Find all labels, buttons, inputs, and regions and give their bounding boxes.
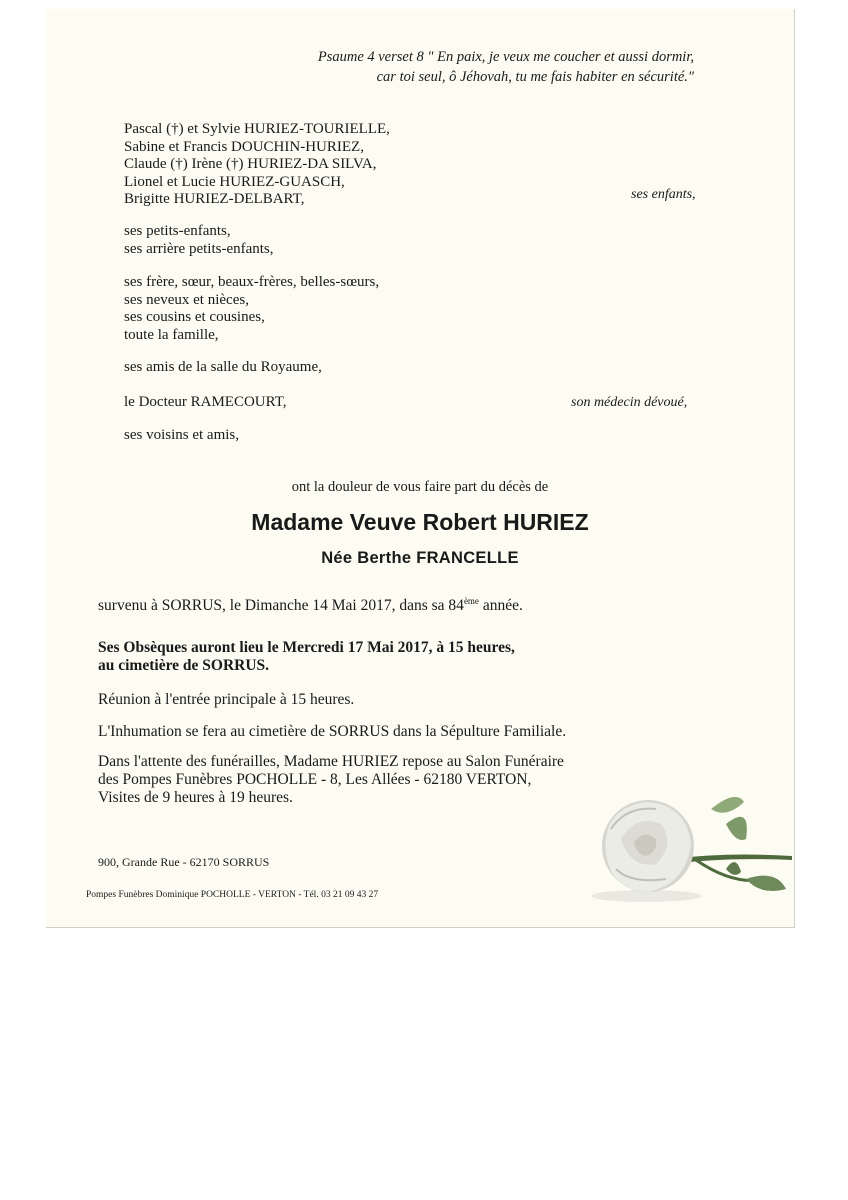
child-2: Sabine et Francis DOUCHIN-HURIEZ,	[124, 138, 364, 155]
children-role: ses enfants,	[631, 187, 696, 202]
psalm-line-1: Psaume 4 verset 8 " En paix, je veux me coucher et aussi dormir,	[317, 49, 694, 65]
grandchildren: ses petits-enfants,	[124, 223, 231, 239]
obituary-card	[46, 9, 795, 928]
child-4: Lionel et Lucie HURIEZ-GUASCH,	[124, 173, 345, 190]
family-line-2: ses neveux et nièces,	[124, 291, 249, 308]
doctor-role: son médecin dévoué,	[571, 395, 688, 410]
family-line-4: toute la famille,	[124, 326, 219, 343]
funeral-notice	[98, 639, 515, 675]
family-list	[124, 274, 379, 344]
great-grandchildren: ses arrière petits-enfants,	[124, 240, 274, 257]
death-text: survenu à SORRUS, le Dimanche 14 Mai 2017, dans sa 84	[98, 597, 464, 614]
funeral-line-2: au cimetière de SORRUS.	[98, 657, 270, 674]
repose-line-1: Dans l'attente des funérailles, Madame HURIEZ repose au Salon Funéraire	[98, 753, 564, 770]
death-text-end: année.	[478, 597, 523, 614]
doctor-name: le Docteur RAMECOURT,	[124, 394, 287, 410]
child-3: Claude (†) Irène (†) HURIEZ-DA SILVA,	[124, 156, 377, 173]
burial-notice: L'Inhumation se fera au cimetière de SORRUS dans la Sépulture Familiale.	[98, 723, 567, 740]
grandchildren-list	[124, 223, 274, 258]
children-list	[124, 121, 390, 209]
death-notice	[98, 597, 523, 615]
address: 900, Grande Rue - 62170 SORRUS	[98, 855, 270, 869]
psalm-quote	[318, 47, 694, 87]
deceased-birth-name: Née Berthe FRANCELLE	[321, 549, 519, 567]
repose-line-2: des Pompes Funèbres POCHOLLE - 8, Les Allées - 62180 VERTON,	[98, 771, 532, 788]
death-ordinal: ème	[463, 595, 479, 606]
announcement: ont la douleur de vous faire part du décès de	[291, 479, 549, 495]
deceased-name: Madame Veuve Robert HURIEZ	[251, 509, 589, 535]
family-line-3: ses cousins et cousines,	[124, 309, 265, 326]
psalm-line-2: car toi seul, ô Jéhovah, tu me fais habiter en sécurité."	[376, 69, 694, 85]
family-line-1: ses frère, sœur, beaux-frères, belles-sœurs,	[124, 274, 380, 290]
neighbours-line: ses voisins et amis,	[124, 427, 239, 443]
funeral-line-1: Ses Obsèques auront lieu le Mercredi 17 Mai 2017, à 15 heures,	[98, 639, 515, 656]
child-5: Brigitte HURIEZ-DELBART,	[124, 191, 305, 208]
repose-line-3: Visites de 9 heures à 19 heures.	[98, 789, 293, 806]
meeting-notice: Réunion à l'entrée principale à 15 heures.	[98, 691, 355, 708]
funeral-home-footer: Pompes Funèbres Dominique POCHOLLE - VERTON - Tél. 03 21 09 43 27	[86, 890, 379, 900]
repose-notice	[98, 753, 564, 807]
friends-line: ses amis de la salle du Royaume,	[124, 359, 322, 375]
child-1: Pascal (†) et Sylvie HURIEZ-TOURIELLE,	[124, 121, 390, 137]
white-rose-image	[576, 784, 794, 909]
